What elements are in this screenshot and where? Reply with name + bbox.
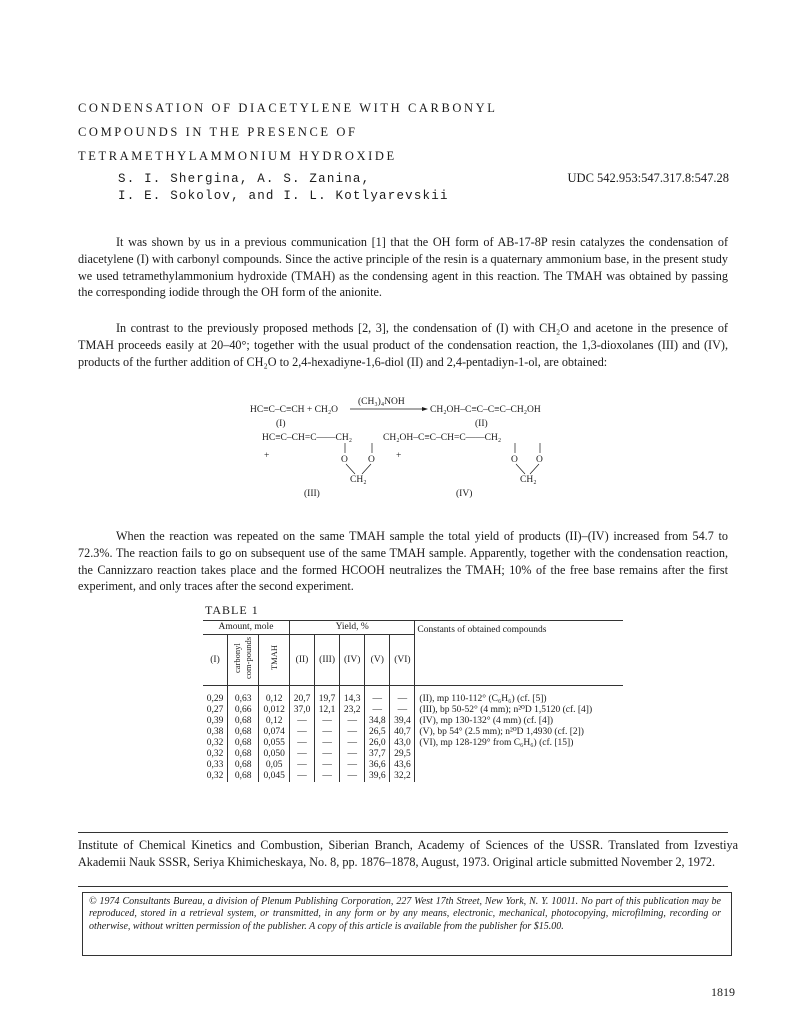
paragraph-3: When the reaction was repeated on the same TMAH sample the total yield of products (II)–(IV) increased from 54.7 to 72.3%. The reaction fails to go on subsequent use of the same TMAH sample. Apparently, together with the condensation reaction, the Cannizzaro reaction takes place and the formed HCOOH neutralizes the TMAH; 10% of the free base remains after the first experiment, and only traces after the second experiment. (78, 529, 728, 594)
scheme-label-ii: (II) (475, 419, 488, 429)
cell-ii: 37,0 (289, 705, 314, 716)
cell-tmah: 0,055 (259, 738, 290, 749)
cell-tmah: 0,074 (259, 727, 290, 738)
scheme-o-4: O (536, 455, 543, 465)
cell-tmah: 0,12 (259, 716, 290, 727)
cell-i: 0,27 (206, 705, 224, 715)
cell-vi: 39,4 (390, 716, 415, 727)
bond-iii-o2 (362, 464, 371, 474)
cell-iii: — (315, 738, 340, 749)
cell-i: 0,29 (206, 694, 224, 704)
cell-iv: 14,3 (340, 686, 365, 706)
cell-iii: 19,7 (315, 686, 340, 706)
table-title: TABLE 1 (205, 603, 259, 617)
cell-const: (VI), mp 128-129° from C₆H₆) (cf. [15]) (415, 738, 623, 749)
cell-carb: 0,66 (228, 705, 259, 716)
cell-iv: — (340, 749, 365, 760)
cell-i: 0,39 (206, 716, 224, 726)
bond-iii-o1 (346, 464, 355, 474)
cell-const: (III), bp 50-52° (4 mm); n²⁰D 1,5120 (cf. [4]) (415, 705, 623, 716)
header-i: (I) (203, 635, 228, 686)
cell-i: 0,32 (206, 738, 224, 748)
header-constants: Constants of obtained compounds (415, 621, 623, 686)
cell-vi: 43,6 (390, 760, 415, 771)
cell-iii: 12,1 (315, 705, 340, 716)
reaction-scheme (250, 396, 580, 500)
cell-iii: — (315, 727, 340, 738)
table-body (203, 686, 623, 783)
udc-code: UDC 542.953:547.317.8:547.28 (567, 171, 729, 185)
header-carbonyl-text: carbonyl com-pounds (232, 636, 254, 680)
cell-vi: 32,2 (390, 771, 415, 782)
cell-carb: 0,68 (228, 727, 259, 738)
cell-i: 0,32 (206, 771, 224, 781)
cell-iv: — (340, 738, 365, 749)
cell-ii: — (289, 727, 314, 738)
results-table (203, 620, 623, 782)
scheme-o-1: O (341, 455, 348, 465)
cell-tmah: 0,012 (259, 705, 290, 716)
cell-v: 36,6 (365, 760, 390, 771)
paragraph-1: It was shown by us in a previous communication [1] that the OH form of AB-17-8P resin catalyzes the condensation of diacetylene (I) with carbonyl compounds. Since the active principle of the resin is a quaternary ammonium base, in the present study we used tetramethylammonium hydroxide (TMAH) as the condensing agent in this reaction. The TMAH was obtained by passing the corresponding iodide through the OH form of the anionite. (78, 235, 728, 300)
table-row (203, 738, 623, 749)
cell-tmah: 0,12 (259, 686, 290, 706)
cell-iv: — (340, 760, 365, 771)
scheme-product-ii: CH₂OH–C≡C–C≡C–CH₂OH (430, 405, 541, 415)
authors-line-2: I. E. Sokolov, and I. L. Kotlyarevskii (118, 189, 449, 203)
title-line-2: COMPOUNDS IN THE PRESENCE OF (78, 125, 358, 139)
cell-ii: 20,7 (289, 686, 314, 706)
scheme-plus-2: + (396, 451, 402, 461)
title-line-3: TETRAMETHYLAMMONIUM HYDROXIDE (78, 149, 397, 163)
cell-vi: 29,5 (390, 749, 415, 760)
cell-const (415, 760, 623, 771)
cell-carb: 0,63 (228, 686, 259, 706)
cell-vi: — (390, 705, 415, 716)
table-row (203, 705, 623, 716)
cell-const: (II), mp 110-112° (C₆H₆) (cf. [5]) (415, 686, 623, 706)
table-row (203, 716, 623, 727)
page-number: 1819 (711, 985, 735, 999)
scheme-catalyst: (CH₃)₄NOH (358, 397, 405, 407)
header-v: (V) (365, 635, 390, 686)
cell-ii: — (289, 771, 314, 782)
header-tmah-text: TMAH (268, 645, 279, 671)
cell-iii: — (315, 760, 340, 771)
cell-vi: — (390, 686, 415, 706)
cell-const (415, 771, 623, 782)
cell-tmah: 0,05 (259, 760, 290, 771)
cell-v: — (365, 686, 390, 706)
bond-iv-o1 (516, 464, 525, 474)
table-row (203, 771, 623, 782)
cell-carb: 0,68 (228, 771, 259, 782)
cell-iv: 23,2 (340, 705, 365, 716)
header-amount: Amount, mole (203, 621, 289, 635)
cell-i: 0,38 (206, 727, 224, 737)
cell-const: (IV), mp 130-132° (4 mm) (cf. [4]) (415, 716, 623, 727)
scheme-ch2-iii: CH₂ (350, 475, 367, 485)
cell-vi: 43,0 (390, 738, 415, 749)
cell-v: — (365, 705, 390, 716)
header-tmah (259, 635, 290, 686)
cell-tmah: 0,045 (259, 771, 290, 782)
scheme-label-i: (I) (276, 419, 286, 429)
table-row (203, 727, 623, 738)
cell-i: 0,32 (206, 749, 224, 759)
cell-v: 34,8 (365, 716, 390, 727)
scheme-label-iv: (IV) (456, 489, 473, 499)
cell-ii: — (289, 738, 314, 749)
paragraph-2: In contrast to the previously proposed methods [2, 3], the condensation of (I) with CH₂O and acetone in the presence of TMAH proceeds easily at 20–40°; together with the usual product of the condensation reaction, the 1,3-dioxolanes (III) and (IV), products of the further addition of CH₂O to 2,4-hexadiyne-1,6-diol (II) and 2,4-pentadiyn-1-ol, are obtained: (78, 321, 728, 369)
cell-iii: — (315, 716, 340, 727)
header-vi: (VI) (390, 635, 415, 686)
cell-i: 0,33 (206, 760, 224, 770)
scheme-arrowhead (422, 407, 428, 411)
cell-v: 26,0 (365, 738, 390, 749)
cell-iv: — (340, 771, 365, 782)
reaction-scheme-svg (250, 396, 580, 500)
institute-note: Institute of Chemical Kinetics and Combustion, Siberian Branch, Academy of Sciences of the USSR. Translated from Izvestiya Akademii Nauk SSSR, Seriya Khimicheskaya, No. 8, pp. 1876–1878, August, 1973. Original article submitted November 2, 1972. (78, 838, 738, 869)
header-yield: Yield, % (289, 621, 414, 635)
cell-carb: 0,68 (228, 749, 259, 760)
cell-ii: — (289, 749, 314, 760)
cell-tmah: 0,050 (259, 749, 290, 760)
cell-carb: 0,68 (228, 716, 259, 727)
cell-vi: 40,7 (390, 727, 415, 738)
authors-line-1: S. I. Shergina, A. S. Zanina, (118, 172, 371, 186)
bond-iv-o2 (530, 464, 539, 474)
title-line-1: CONDENSATION OF DIACETYLENE WITH CARBONYL (78, 101, 498, 115)
scheme-label-iii: (III) (304, 489, 320, 499)
header-iii: (III) (315, 635, 340, 686)
footer-divider-top (78, 832, 728, 833)
table-row (203, 749, 623, 760)
header-ii: (II) (289, 635, 314, 686)
cell-iii: — (315, 749, 340, 760)
cell-v: 26,5 (365, 727, 390, 738)
copyright-box (82, 892, 732, 956)
cell-iii: — (315, 771, 340, 782)
scheme-struct-iii: HC≡C–CH=C——CH₂ (262, 433, 353, 443)
article-title (78, 96, 598, 168)
table-row (203, 760, 623, 771)
copyright-text: © 1974 Consultants Bureau, a division of Plenum Publishing Corporation, 227 West 17th Street, New York, N. Y. 10011. No part of this publication may be reproduced, stored in a retrieval system, or transmitted, in any form or by any means, electronic, mechanical, photocopying, microfilming, recording or otherwise, without written permission of the publisher. A copy of this article is available from the publisher for $15.00. (89, 896, 721, 932)
cell-ii: — (289, 716, 314, 727)
scheme-o-3: O (511, 455, 518, 465)
cell-const (415, 749, 623, 760)
scheme-o-2: O (368, 455, 375, 465)
scheme-struct-iv: CH₂OH–C≡C–CH=C——CH₂ (383, 433, 502, 443)
cell-v: 39,6 (365, 771, 390, 782)
cell-const: (V), bp 54° (2.5 mm); n²⁰D 1,4930 (cf. [2]) (415, 727, 623, 738)
authors (118, 171, 449, 205)
table-row (203, 686, 623, 706)
header-carbonyl (228, 635, 259, 686)
footer-divider-bottom (78, 886, 728, 887)
cell-v: 37,7 (365, 749, 390, 760)
scheme-plus-1: + (264, 451, 270, 461)
header-iv: (IV) (340, 635, 365, 686)
cell-carb: 0,68 (228, 760, 259, 771)
cell-carb: 0,68 (228, 738, 259, 749)
cell-iv: — (340, 716, 365, 727)
cell-iv: — (340, 727, 365, 738)
scheme-reactants: HC≡C–C≡CH + CH₂O (250, 405, 339, 415)
scheme-ch2-iv: CH₂ (520, 475, 537, 485)
cell-ii: — (289, 760, 314, 771)
